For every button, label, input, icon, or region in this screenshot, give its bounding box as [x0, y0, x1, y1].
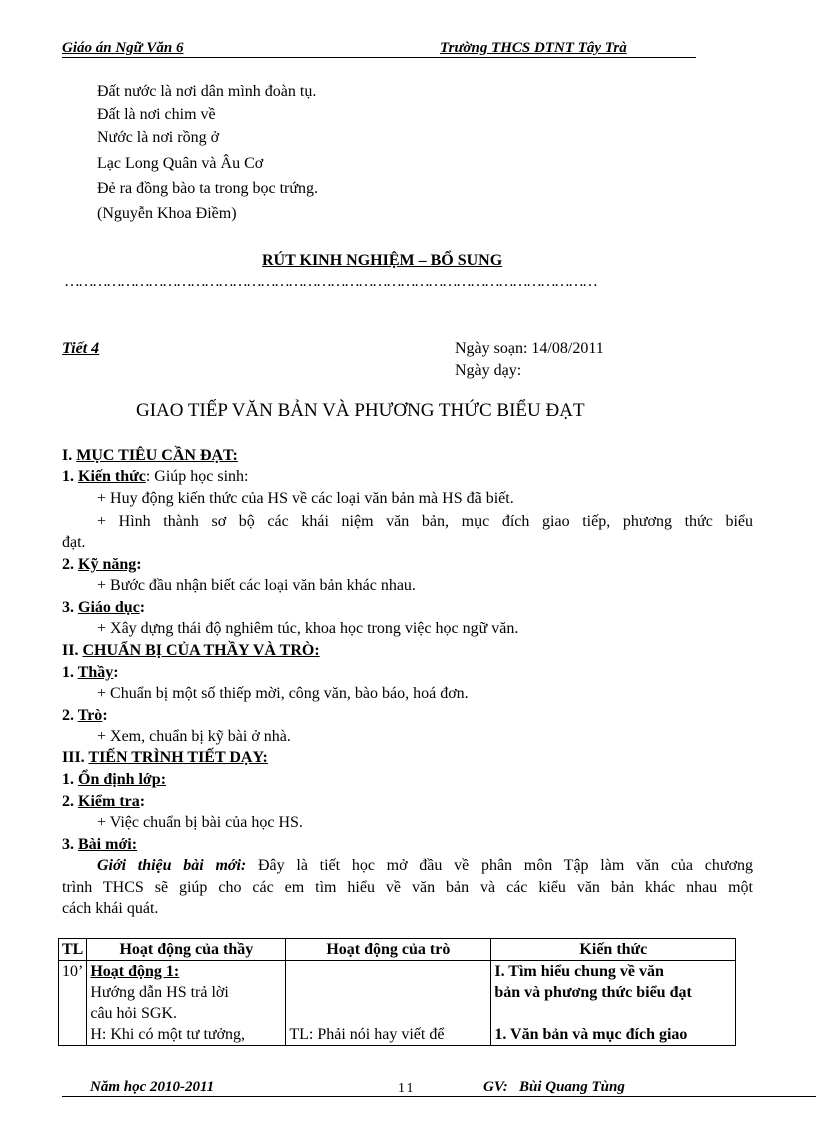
intro-line-3: cách khái quát. — [62, 900, 159, 917]
thay-item-1: + Chuẩn bị một số thiếp mời, công văn, bào báo, hoá đơn. — [97, 685, 469, 702]
table-header-row — [59, 939, 736, 961]
lesson-number: Tiết 4 — [62, 340, 100, 357]
giao-duc-item-1: + Xây dựng thái độ nghiêm túc, khoa học trong việc học ngữ văn. — [97, 620, 519, 637]
rkn-dots: …………………………………………………………………………………………………… — [64, 273, 596, 290]
header-right: Trường THCS DTNT Tây Trà — [440, 40, 627, 56]
kiem-tra-heading: 2. Kiểm tra: — [62, 793, 146, 810]
poem-author: (Nguyễn Khoa Điềm) — [97, 205, 237, 222]
tro-heading: 2. Trò: — [62, 707, 108, 724]
intro-line-2: trình THCS sẽ giúp cho các em tìm hiểu về văn bản và các kiểu văn bản khác nhau một — [62, 879, 753, 896]
rkn-title: RÚT KINH NGHIỆM – BỔ SUNG — [262, 252, 503, 269]
on-dinh-lop-heading: 1. Ổn định lớp: — [62, 771, 167, 788]
bai-moi-heading: 3. Bài mới: — [62, 836, 138, 853]
footer-year: Năm học 2010-2011 — [90, 1079, 215, 1095]
tro-item-1: + Xem, chuẩn bị kỹ bài ở nhà. — [97, 728, 291, 745]
thay-heading: 1. Thầy: — [62, 664, 119, 681]
thay-line-2: câu hỏi SGK. — [90, 1005, 177, 1022]
table-header-thay: Hoạt động của thầy — [87, 939, 286, 961]
table-cell-tl: 10’ — [59, 961, 87, 1046]
intro-line-1: Giới thiệu bài mới: Đây là tiết học mở đầu về phân môn Tập làm văn của chương — [97, 857, 753, 874]
table-header-tro: Hoạt động của trò — [286, 939, 491, 961]
footer-rule — [62, 1096, 816, 1097]
kien-thuc-line-3: 1. Văn bản và mục đích giao — [494, 1026, 688, 1043]
poem-line-5: Đẻ ra đồng bào ta trong bọc trứng. — [97, 180, 319, 197]
footer-teacher: GV: Bùi Quang Tùng — [483, 1079, 625, 1095]
table-row — [59, 961, 736, 1046]
tro-line-1: TL: Phải nói hay viết để — [289, 1026, 445, 1043]
giao-duc-heading: 3. Giáo dục: — [62, 599, 146, 616]
lesson-title: GIAO TIẾP VĂN BẢN VÀ PHƯƠNG THỨC BIỂU ĐẠT — [136, 400, 585, 421]
ngay-soan: Ngày soạn: 14/08/2011 — [455, 340, 604, 357]
poem-line-1: Đất nước là nơi dân mình đoàn tụ. — [97, 83, 317, 100]
table-cell-kien-thuc — [491, 961, 736, 1046]
kien-thuc-heading: 1. Kiến thức: Giúp học sinh: — [62, 468, 249, 485]
section-2-heading: II. CHUẨN BỊ CỦA THẦY VÀ TRÒ: — [62, 642, 320, 659]
thay-line-3: H: Khi có một tư tưởng, — [90, 1026, 246, 1043]
kiem-tra-item-1: + Việc chuẩn bị bài của học HS. — [97, 814, 303, 831]
section-3-heading: III. TIẾN TRÌNH TIẾT DẠY: — [62, 749, 268, 766]
page-number: 11 — [398, 1081, 416, 1096]
header-left: Giáo án Ngữ Văn 6 — [62, 40, 184, 56]
kien-thuc-line-1: I. Tìm hiểu chung về văn — [494, 963, 664, 980]
thay-line-1: Hướng dẫn HS trả lời — [90, 984, 229, 1001]
ky-nang-heading: 2. Kỹ năng: — [62, 556, 142, 573]
poem-line-2: Đất là nơi chim về — [97, 106, 216, 123]
poem-line-4: Lạc Long Quân và Âu Cơ — [97, 155, 264, 172]
table-cell-thay — [87, 961, 286, 1046]
table-cell-tro — [286, 961, 491, 1046]
kien-thuc-line-2: bản và phương thức biểu đạt — [494, 984, 692, 1001]
header-rule — [62, 57, 696, 58]
table-header-kien-thuc: Kiến thức — [491, 939, 736, 961]
lesson-table — [58, 938, 736, 1046]
ngay-day: Ngày dạy: — [455, 362, 522, 379]
section-1-heading: I. MỤC TIÊU CẦN ĐẠT: — [62, 447, 238, 464]
kien-thuc-item-2: + Hình thành sơ bộ các khái niệm văn bản, mục đích giao tiếp, phương thức biểu — [97, 513, 753, 530]
ky-nang-item-1: + Bước đầu nhận biết các loại văn bản khác nhau. — [97, 577, 416, 594]
table-header-tl: TL — [59, 939, 87, 961]
poem-line-3: Nước là nơi rồng ở — [97, 129, 220, 146]
kien-thuc-item-1: + Huy động kiến thức của HS về các loại văn bản mà HS đã biết. — [97, 490, 514, 507]
thay-activity-title: Hoạt động 1: — [90, 963, 180, 980]
kien-thuc-item-2-cont: đạt. — [62, 534, 86, 551]
